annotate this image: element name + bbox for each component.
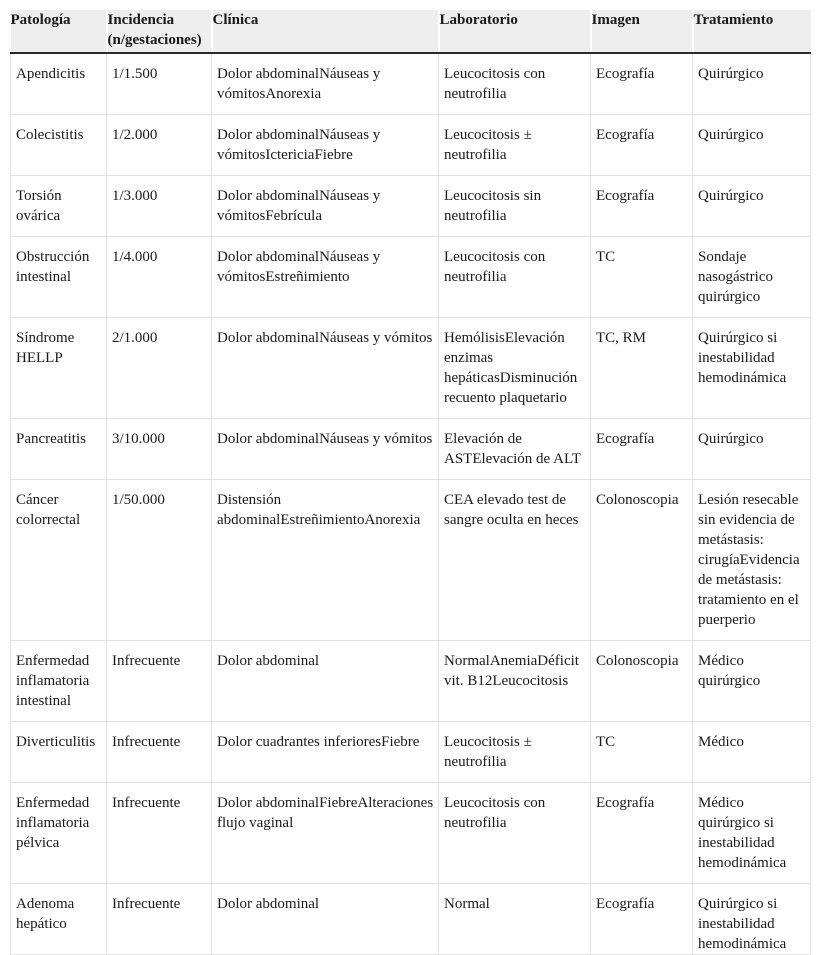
table-body [11, 53, 811, 955]
cell-imagen: Colonoscopia [591, 480, 693, 641]
cell-clinica: Dolor abdominalNáuseas y vómitosAnorexia [212, 53, 439, 115]
table-row [11, 53, 811, 115]
cell-clinica: Dolor abdominalNáuseas y vómitos [212, 318, 439, 419]
cell-incidencia: 1/2.000 [107, 115, 212, 176]
cell-laboratorio: HemólisisElevación enzimas hepáticasDisminución recuento plaquetario [439, 318, 591, 419]
pathology-table [10, 10, 811, 955]
cell-tratamiento: Lesión resecable sin evidencia de metástasis: cirugíaEvidencia de metástasis: tratamiento en el puerperio [693, 480, 811, 641]
cell-laboratorio: Elevación de ASTElevación de ALT [439, 419, 591, 480]
cell-tratamiento: Quirúrgico [693, 419, 811, 480]
cell-incidencia: 1/50.000 [107, 480, 212, 641]
header-patologia: Patología [11, 10, 107, 53]
cell-incidencia: 3/10.000 [107, 419, 212, 480]
cell-incidencia: Infrecuente [107, 722, 212, 783]
table-row [11, 722, 811, 783]
cell-incidencia: Infrecuente [107, 783, 212, 884]
table-row [11, 641, 811, 722]
cell-imagen: TC [591, 722, 693, 783]
cell-incidencia: 1/4.000 [107, 237, 212, 318]
cell-patologia: Pancreatitis [11, 419, 107, 480]
table-row [11, 115, 811, 176]
cell-patologia: Obstrucción intestinal [11, 237, 107, 318]
header-laboratorio: Laboratorio [439, 10, 591, 53]
cell-tratamiento: Sondaje nasogástrico quirúrgico [693, 237, 811, 318]
cell-imagen: Ecografía [591, 53, 693, 115]
table-header-row [11, 10, 811, 53]
cell-imagen: Ecografía [591, 176, 693, 237]
cell-clinica: Dolor abdominal [212, 641, 439, 722]
cell-laboratorio: Leucocitosis sin neutrofilia [439, 176, 591, 237]
header-imagen: Imagen [591, 10, 693, 53]
cell-laboratorio: Leucocitosis con neutrofilia [439, 53, 591, 115]
cell-patologia: Apendicitis [11, 53, 107, 115]
cell-patologia: Colecistitis [11, 115, 107, 176]
table-row [11, 176, 811, 237]
cell-incidencia: 1/1.500 [107, 53, 212, 115]
cell-clinica: Dolor abdominalFiebreAlteraciones flujo vaginal [212, 783, 439, 884]
cell-tratamiento: Médico quirúrgico si inestabilidad hemodinámica [693, 783, 811, 884]
cell-patologia: Enfermedad inflamatoria intestinal [11, 641, 107, 722]
cell-tratamiento: Quirúrgico [693, 53, 811, 115]
cell-imagen: Ecografía [591, 115, 693, 176]
cell-imagen: Ecografía [591, 783, 693, 884]
cell-clinica: Dolor abdominalNáuseas y vómitosEstreñimiento [212, 237, 439, 318]
cell-patologia: Síndrome HELLP [11, 318, 107, 419]
cell-patologia: Torsión ovárica [11, 176, 107, 237]
table-row [11, 480, 811, 641]
cell-tratamiento: Quirúrgico [693, 115, 811, 176]
cell-imagen: TC, RM [591, 318, 693, 419]
cell-incidencia: 2/1.000 [107, 318, 212, 419]
cell-laboratorio: NormalAnemiaDéficit vit. B12Leucocitosis [439, 641, 591, 722]
cell-incidencia: 1/3.000 [107, 176, 212, 237]
header-incidencia: Incidencia (n/gestaciones) [107, 10, 212, 53]
cell-clinica: Distensión abdominalEstreñimientoAnorexia [212, 480, 439, 641]
cell-incidencia: Infrecuente [107, 641, 212, 722]
cell-patologia: Cáncer colorrectal [11, 480, 107, 641]
cell-imagen: Ecografía [591, 419, 693, 480]
cell-tratamiento: Médico [693, 722, 811, 783]
cell-incidencia: Infrecuente [107, 884, 212, 955]
cell-clinica: Dolor abdominalNáuseas y vómitosFebrícula [212, 176, 439, 237]
header-clinica: Clínica [212, 10, 439, 53]
cell-clinica: Dolor cuadrantes inferioresFiebre [212, 722, 439, 783]
table-row [11, 318, 811, 419]
table-row [11, 237, 811, 318]
cell-laboratorio: Leucocitosis ± neutrofilia [439, 115, 591, 176]
cell-patologia: Adenoma hepático [11, 884, 107, 955]
cell-tratamiento: Quirúrgico [693, 176, 811, 237]
cell-imagen: Colonoscopia [591, 641, 693, 722]
cell-laboratorio: Leucocitosis ± neutrofilia [439, 722, 591, 783]
cell-laboratorio: Leucocitosis con neutrofilia [439, 783, 591, 884]
cell-tratamiento: Quirúrgico si inestabilidad hemodinámica [693, 884, 811, 955]
cell-laboratorio: Normal [439, 884, 591, 955]
cell-clinica: Dolor abdominalNáuseas y vómitos [212, 419, 439, 480]
cell-tratamiento: Quirúrgico si inestabilidad hemodinámica [693, 318, 811, 419]
cell-laboratorio: CEA elevado test de sangre oculta en heces [439, 480, 591, 641]
cell-patologia: Diverticulitis [11, 722, 107, 783]
cell-laboratorio: Leucocitosis con neutrofilia [439, 237, 591, 318]
table-row [11, 783, 811, 884]
cell-imagen: TC [591, 237, 693, 318]
table-row [11, 419, 811, 480]
cell-tratamiento: Médico quirúrgico [693, 641, 811, 722]
cell-clinica: Dolor abdominal [212, 884, 439, 955]
cell-clinica: Dolor abdominalNáuseas y vómitosIctericiaFiebre [212, 115, 439, 176]
cell-patologia: Enfermedad inflamatoria pélvica [11, 783, 107, 884]
table-row [11, 884, 811, 955]
cell-imagen: Ecografía [591, 884, 693, 955]
header-tratamiento: Tratamiento [693, 10, 811, 53]
